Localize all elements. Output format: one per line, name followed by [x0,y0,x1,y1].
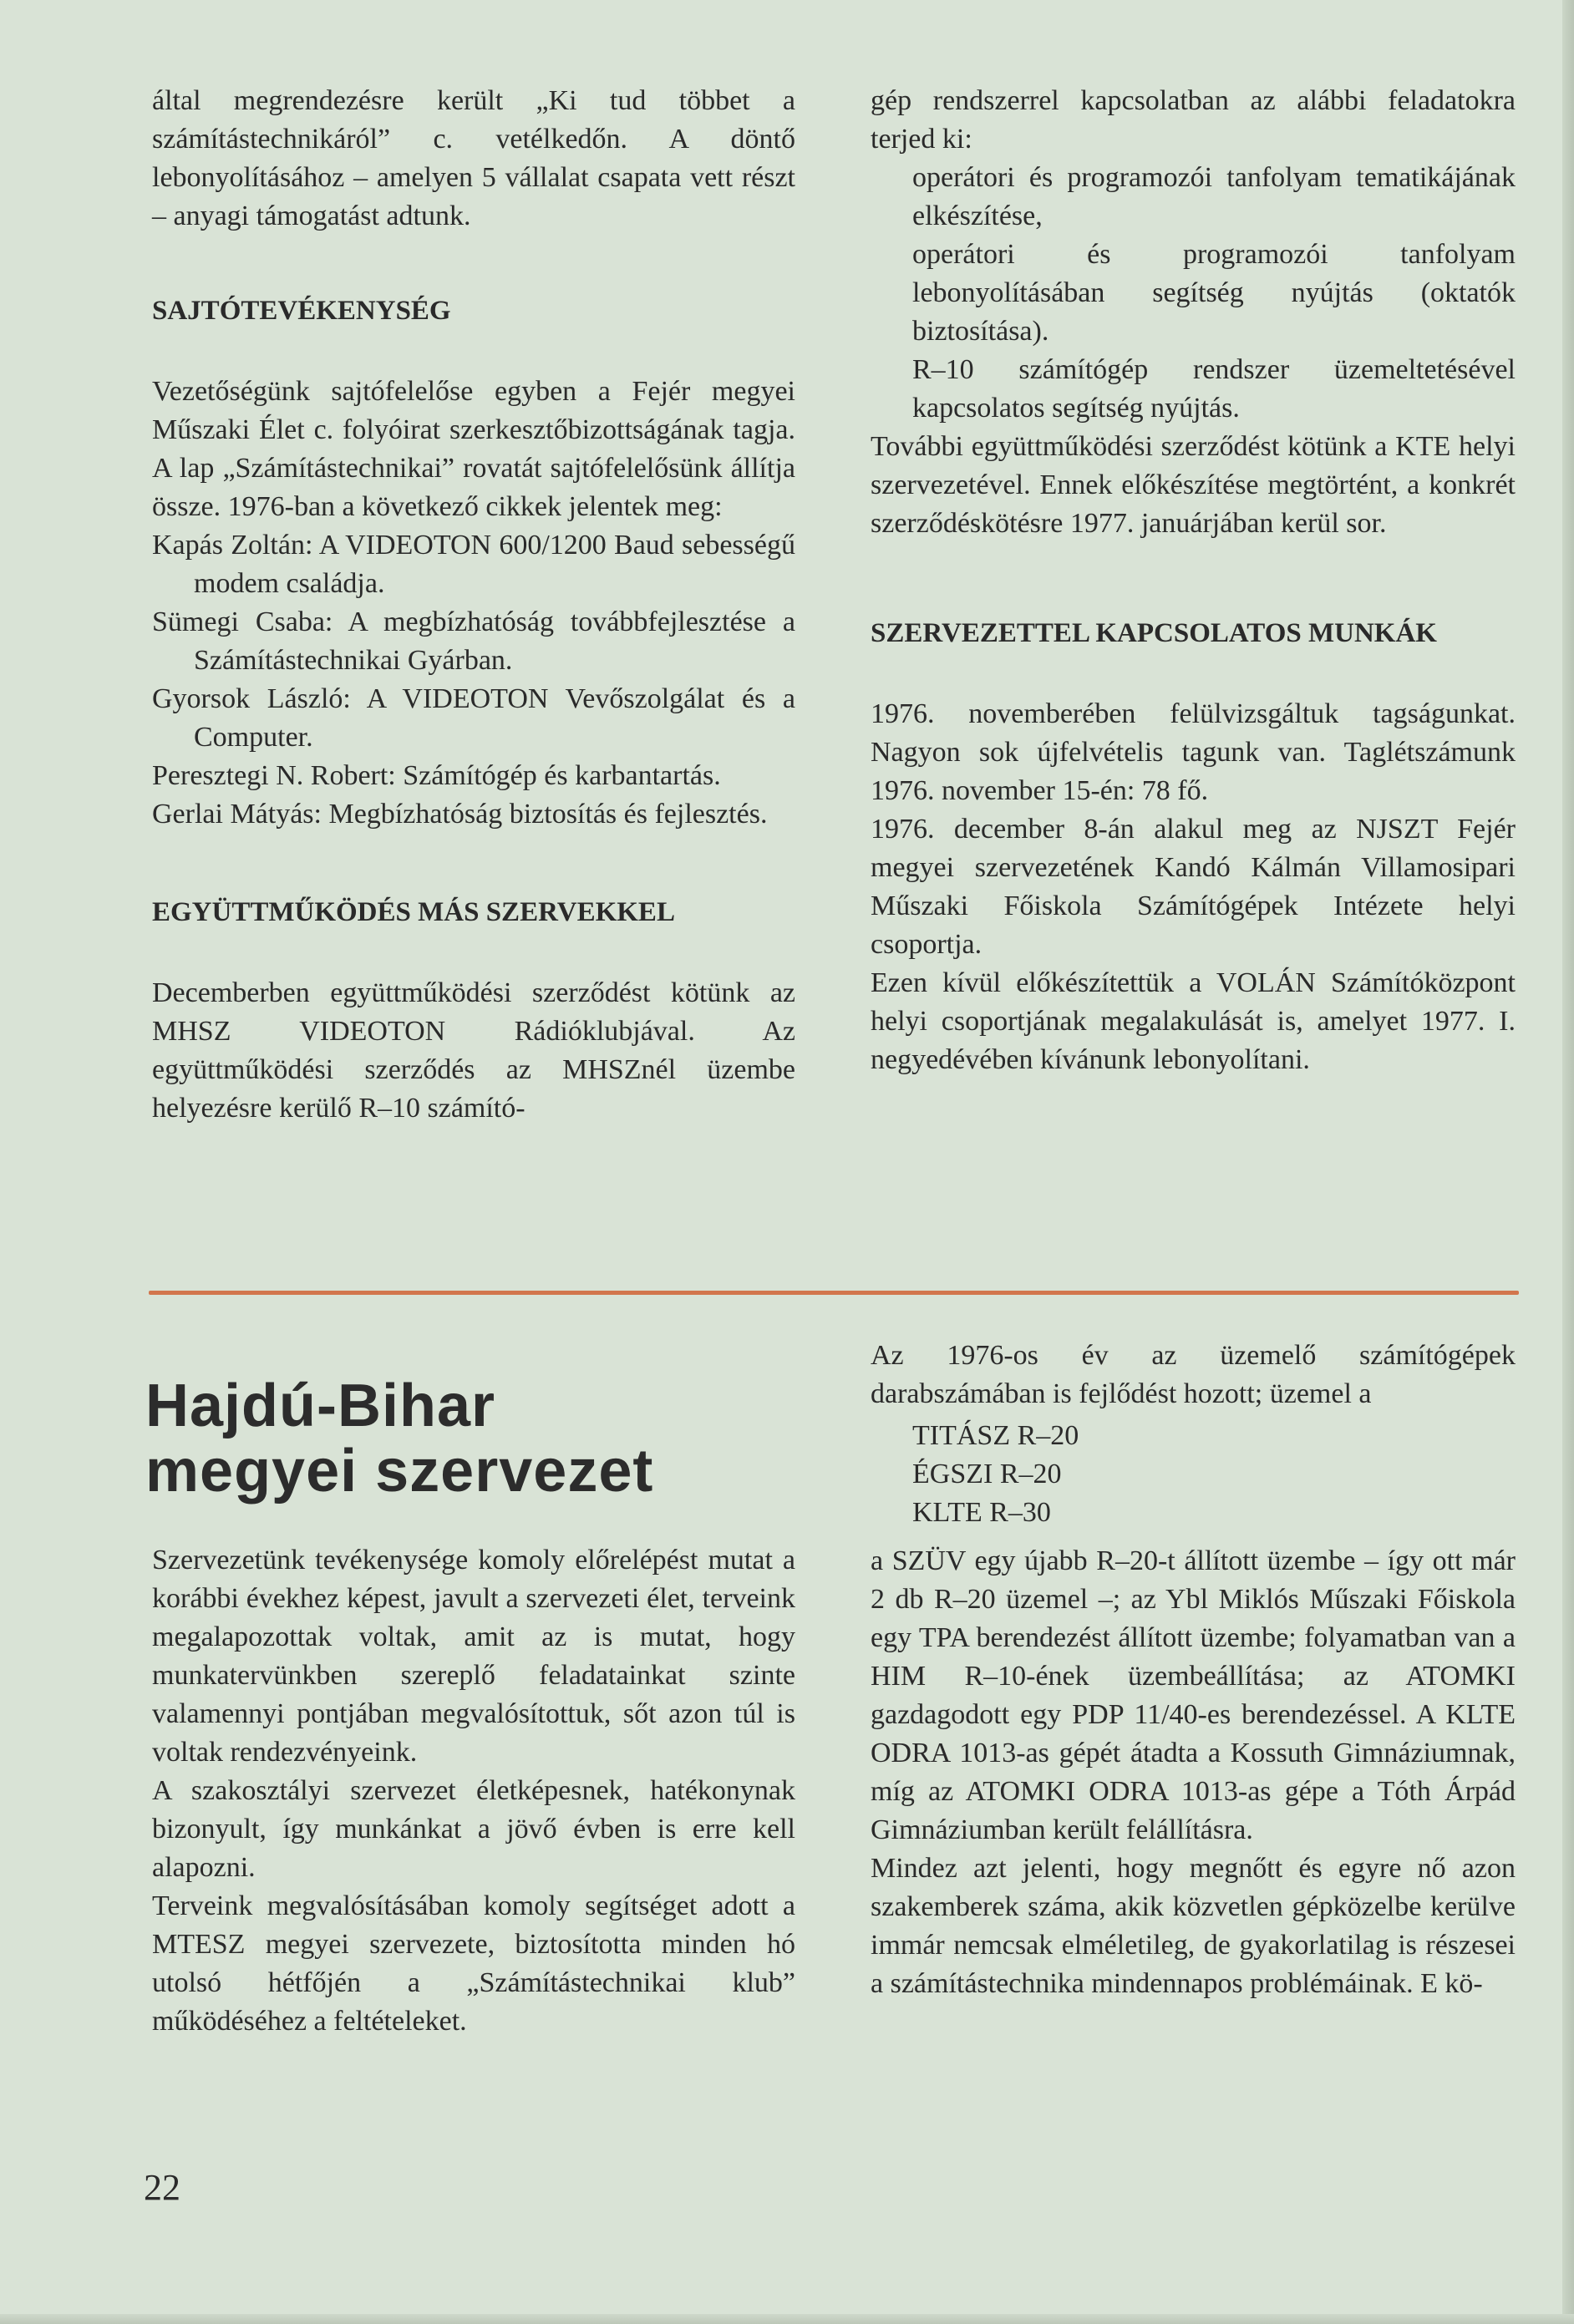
org-paragraph: 1976. novemberében felülvizsgáltuk tagságunkat. Nagyon sok újfelvételis tagunk van. Taglétszámunk 1976. november 15-én: 78 fő. [871,698,1516,806]
page-edge [1562,0,1574,2324]
article-item: Kapás Zoltán: A VIDEOTON 600/1200 Baud sebességű modem családja. [152,530,795,599]
article-item: Gyorsok László: A VIDEOTON Vevőszolgálat és a Computer. [152,683,795,753]
heading-press-activity: SAJTÓTEVÉKENYSÉG [152,296,451,326]
task-item: operátori és programozói tanfolyam tematikájának elkészítése, [912,162,1516,231]
page-edge [0,2314,1574,2324]
intro-paragraph: által megrendezésre került „Ki tud többet a számítástechnikáról” c. vetélkedőn. A döntő lebonyolításához – amelyen 5 vállalat csapata vett részt – anyagi támogatást adtunk. [152,85,795,231]
task-list [871,159,1516,428]
right-column-bottom [871,1337,1516,2003]
body-paragraph: a SZÜV egy újabb R–20-t állított üzembe – így ott már 2 db R–20 üzemel –; az Ybl Miklós Műszaki Főiskola egy TPA berendezést állított üzembe; folyamatban van a HIM R–10-ének üzembeállítása; az ATOMKI gazdagodott egy PDP 11/40-es berendezéssel. A KLTE ODRA 1013-as gépét átadta a Kossuth Gimnáziumnak, míg az ATOMKI ODRA 1013-as gépe a Tóth Árpád Gimnáziumban került felállításra. [871,1545,1516,1845]
article-item: Gerlai Mátyás: Megbízhatóság biztosítás és fejlesztés. [152,799,768,830]
machine-list [871,1417,1516,1532]
body-paragraph: Mindez azt jelenti, hogy megnőtt és egyre nő azon szakemberek száma, akik közvetlen gépközelbe kerülve immár nemcsak elméletileg, de gyakorlatilag is részesei a számítástechnika mindennapos problémáinak. E kö- [871,1853,1516,1999]
heading-organization-work: SZERVEZETTEL KAPCSOLATOS MUNKÁK [871,618,1437,648]
article-item: Sümegi Csaba: A megbízhatóság továbbfejlesztése a Számítástechnikai Gyárban. [152,606,795,676]
body-paragraph: Szervezetünk tevékenysége komoly előrelépést mutat a korábbi évekhez képest, javult a szervezeti élet, terveink megalapozottak voltak, amit az is mutat, hogy munkatervünkben szereplő feladatainkat szinte valamennyi pontjában megvalósítottuk, sőt azon túl is voltak rendezvényeink. [152,1545,795,1768]
left-column-bottom [152,1541,795,2041]
article-item: Peresztegi N. Robert: Számítógép és karbantartás. [152,760,721,791]
task-item: R–10 számítógép rendszer üzemeltetésével kapcsolatos segítség nyújtás. [912,354,1516,424]
page-number: 22 [144,2167,180,2208]
heading-cooperation: EGYÜTTMŰKÖDÉS MÁS SZERVEKKEL [152,897,675,927]
right-column-top [871,82,1516,1079]
org-paragraph: 1976. december 8-án alakul meg az NJSZT Fejér megyei szervezetének Kandó Kálmán Villamosipari Műszaki Főiskola Számítógépek Intézete helyi csoportja. [871,814,1516,960]
machines-intro: Az 1976-os év az üzemelő számítógépek darabszámában is fejlődést hozott; üzemel a [871,1340,1516,1409]
cooperation-paragraph: Decemberben együttműködési szerződést kötünk az MHSZ VIDEOTON Rádióklubjával. Az együttműködési szerződés az MHSZnél üzembe helyezésre kerülő R–10 számító- [152,977,795,1124]
body-paragraph: A szakosztályi szervezet életképesnek, hatékonynak bizonyult, így munkánkat a jövő évben is erre kell alapozni. [152,1775,795,1883]
body-paragraph: Terveink megvalósításában komoly segítséget adott a MTESZ megyei szervezete, biztosította minden hó utolsó hétfőjén a „Számítástechnikai klub” működéséhez a feltételeket. [152,1890,795,2037]
machine-item: TITÁSZ R–20 [912,1420,1079,1451]
machine-item: KLTE R–30 [912,1497,1051,1528]
section-title [145,1373,814,1504]
press-paragraph: Vezetőségünk sajtófelelőse egyben a Fejér megyei Műszaki Élet c. folyóirat szerkesztőbizottságának tagja. A lap „Számítástechnikai” rovatát sajtófelelősünk állítja össze. 1976-ban a következő cikkek jelentek meg: [152,376,795,522]
article-list [152,526,795,834]
org-paragraph: Ezen kívül előkészítettük a VOLÁN Számítóközpont helyi csoportjának megalakulását is, amelyet 1977. I. negyedévében kívánunk lebonyolítani. [871,967,1516,1075]
section-title-line: megyei szervezet [145,1438,654,1505]
section-divider [149,1291,1519,1295]
task-item: operátori és programozói tanfolyam lebonyolításában segítség nyújtás (oktatók biztosítása). [912,239,1516,347]
section-title-line: Hajdú-Bihar [145,1373,496,1440]
kte-paragraph: További együttműködési szerződést kötünk a KTE helyi szervezetével. Ennek előkészítése megtörtént, a konkrét szerződéskötésre 1977. januárjában kerül sor. [871,431,1516,539]
machine-item: ÉGSZI R–20 [912,1459,1062,1489]
continuation-paragraph: gép rendszerrel kapcsolatban az alábbi feladatokra terjed ki: [871,85,1516,155]
left-column-top [152,82,795,1128]
